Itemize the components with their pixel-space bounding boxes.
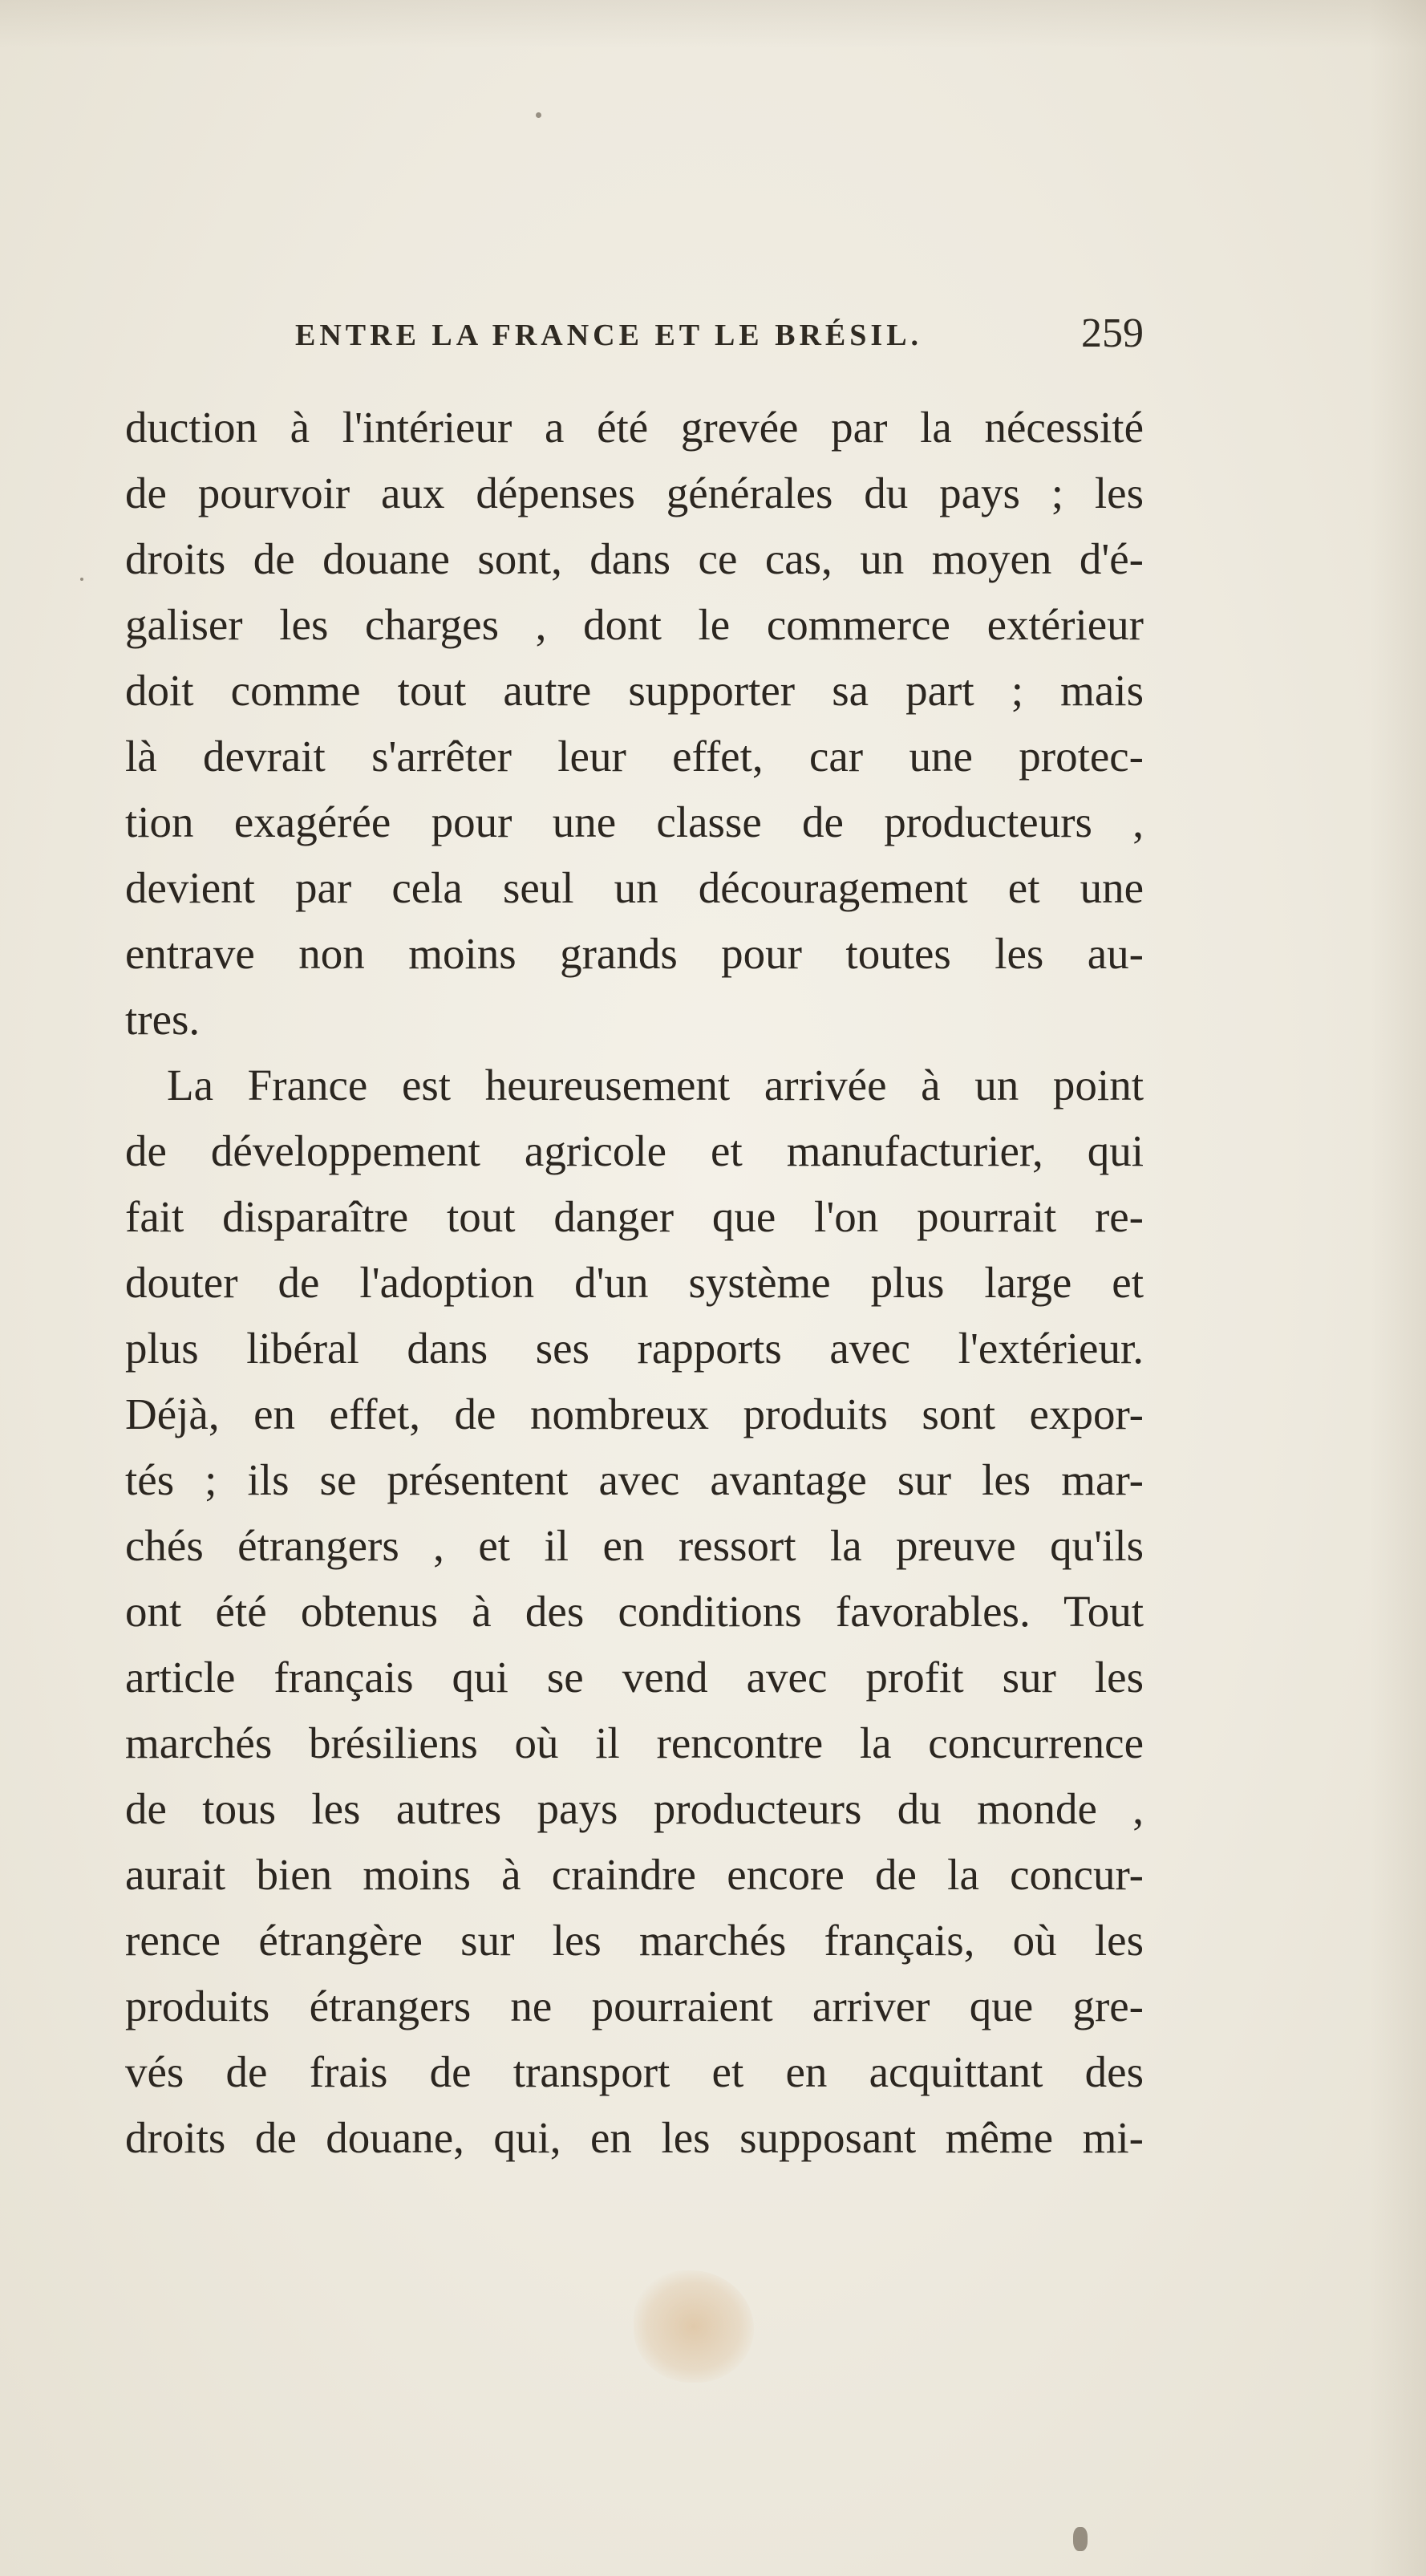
text-line: galiser les charges , dont le commerce extérieur (125, 600, 1144, 649)
text-line: ont été obtenus à des conditions favorables. Tout (125, 1587, 1144, 1636)
text-line: duction à l'intérieur a été grevée par la nécessité (125, 403, 1144, 452)
text-line: rence étrangère sur les marchés français, où les (125, 1916, 1144, 1965)
text-line: de développement agricole et manufacturier, qui (125, 1126, 1144, 1175)
text-line: plus libéral dans ses rapports avec l'extérieur. (125, 1324, 1144, 1373)
text-line: de tous les autres pays producteurs du monde , (125, 1784, 1144, 1833)
ink-speck (536, 112, 541, 118)
text-line: devient par cela seul un découragement et une (125, 863, 1144, 912)
text-line: marchés brésiliens où il rencontre la concurrence (125, 1718, 1144, 1767)
ink-speck (80, 578, 83, 581)
text-line: tion exagérée pour une classe de producteurs , (125, 797, 1144, 846)
running-head (125, 310, 1144, 363)
page-number: 259 (1081, 310, 1144, 356)
text-line: doit comme tout autre supporter sa part ; mais (125, 666, 1144, 715)
text-line-paragraph-end: tres. (125, 995, 201, 1044)
body-text (125, 395, 1144, 2171)
right-edge-shading (1370, 0, 1426, 2576)
text-line: article français qui se vend avec profit sur les (125, 1653, 1144, 1702)
text-line: fait disparaître tout danger que l'on pourrait re- (125, 1192, 1144, 1241)
text-line: tés ; ils se présentent avec avantage sur les mar- (125, 1455, 1144, 1504)
text-line: produits étrangers ne pourraient arriver que gre- (125, 1982, 1144, 2030)
text-line: là devrait s'arrêter leur effet, car une protec- (125, 732, 1144, 781)
paper-stain (634, 2270, 754, 2383)
running-title: ENTRE LA FRANCE ET LE BRÉSIL. (295, 318, 923, 352)
text-line-paragraph-start: La France est heureusement arrivée à un point (167, 1061, 1144, 1110)
text-line: aurait bien moins à craindre encore de la concur- (125, 1850, 1144, 1899)
text-line: droits de douane, qui, en les supposant même mi- (125, 2113, 1144, 2162)
text-line: entrave non moins grands pour toutes les au- (125, 929, 1144, 978)
text-line: douter de l'adoption d'un système plus large et (125, 1258, 1144, 1307)
top-edge-shading (0, 0, 1426, 48)
text-line: Déjà, en effet, de nombreux produits sont expor- (125, 1389, 1144, 1438)
text-line: de pourvoir aux dépenses générales du pays ; les (125, 469, 1144, 517)
text-line: chés étrangers , et il en ressort la preuve qu'ils (125, 1521, 1144, 1570)
text-line: vés de frais de transport et en acquittant des (125, 2047, 1144, 2096)
ink-speck (1073, 2527, 1088, 2551)
text-line: droits de douane sont, dans ce cas, un moyen d'é- (125, 534, 1144, 583)
